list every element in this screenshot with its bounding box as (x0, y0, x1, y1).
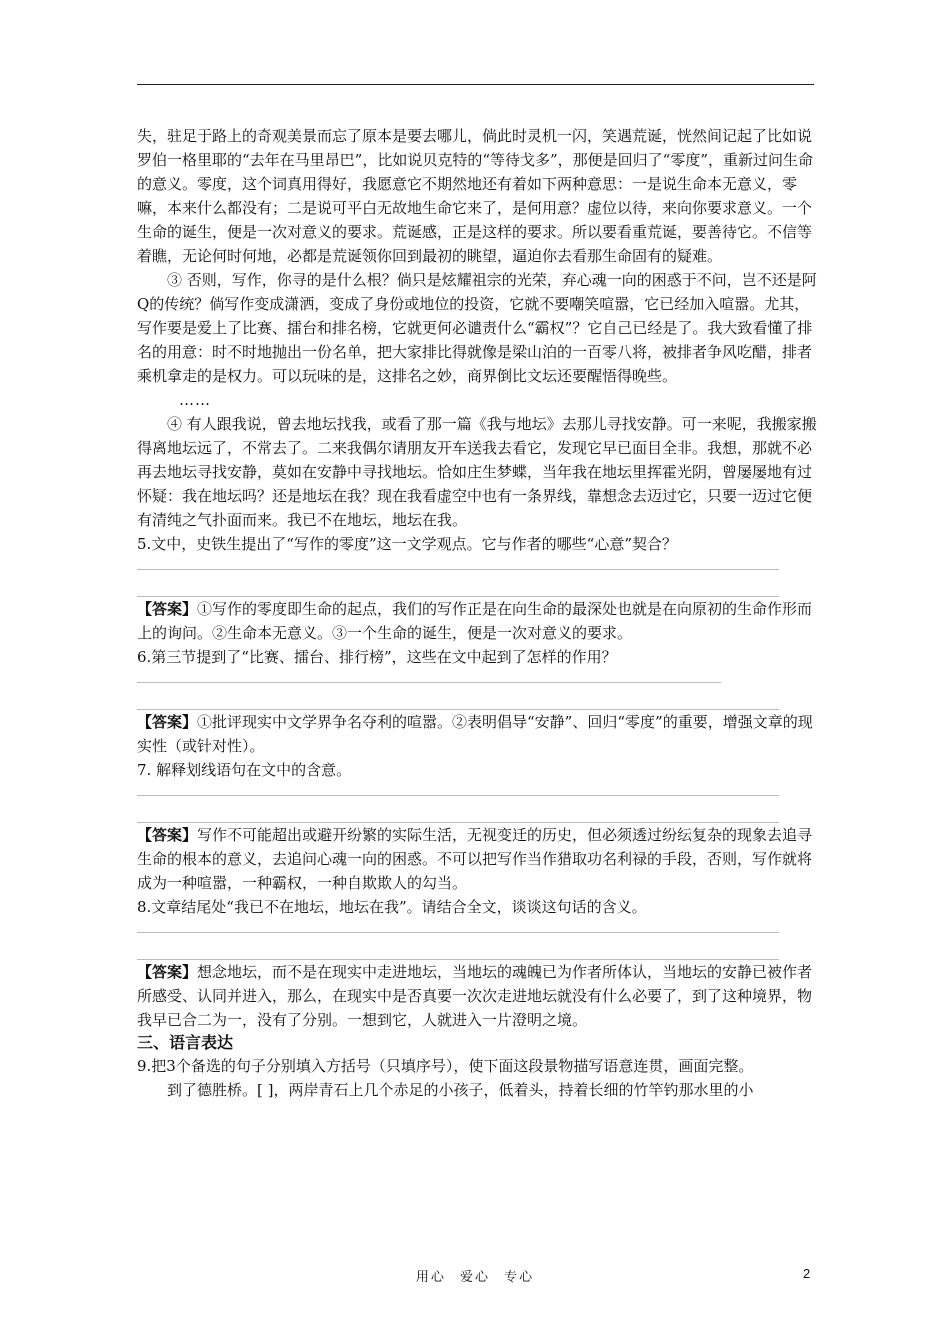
paragraph-3: ③ 否则，写作，你寻的是什么根？倘只是炫耀祖宗的光荣，弃心魂一向的困惑于不问，岂不还是阿Q的传统？倘写作变成潇洒，变成了身份或地位的投资，它就不要嘲笑喧嚣，它已经加入喧嚣。尤其，写作要是爱上了比赛、擂台和排名榜，它就更何必谴责什么“霸权”？它自己已经是了。我大致看懂了排名的用意：时不时地抛出一份名单，把大家排比得就像是梁山泊的一百零八将，被排者争风吃醋，排者乘机拿走的是权力。可以玩味的是，这排名之妙，商界倒比文坛还要醒悟得晚些。 (137, 271, 817, 385)
footer-slogan: 用心 爱心 专心 (415, 1270, 535, 1285)
ellipsis: …… (179, 391, 211, 409)
answer-line (137, 556, 779, 570)
answer-8 (137, 960, 817, 1032)
answer-text: 写作不可能超出或避开纷繁的实际生活，无视变迁的历史，但必须透过纷纭复杂的现象去追寻生命的根本的意义，去追问心魂一向的困惑。不可以把写作当作猎取功名利禄的手段，否则，写作就将成为一种喧嚣，一种霸权，一种自欺欺人的勾当。 (137, 826, 813, 892)
question-5: 5.文中，史铁生提出了“写作的零度”这一文学观点。它与作者的哪些“心意”契合？ (137, 535, 677, 553)
answer-7 (137, 823, 817, 895)
answer-line (137, 809, 779, 823)
question-9: 9.把3个备选的句子分别填入方括号（只填序号），使下面这段景物描写语意连贯，画面完整。 (137, 1057, 754, 1075)
header-rule (137, 84, 814, 85)
answer-line (137, 583, 779, 597)
section-heading: 三、语言表达 (137, 1033, 234, 1052)
answer-text: ①批评现实中文学界争名夺利的喧嚣。②表明倡导“安静”、回归“零度”的重要，增强文章的现实性（或针对性）。 (137, 713, 813, 755)
question-9-passage: 到了德胜桥。[ ]，两岸青石上几个赤足的小孩子，低着头，持着长细的竹竿钓那水里的小 (167, 1081, 754, 1099)
answer-tag: 【答案】 (137, 600, 198, 618)
answer-5 (137, 597, 817, 645)
answer-tag: 【答案】 (137, 713, 198, 731)
paragraph-continued: 失，驻足于路上的奇观美景而忘了原本是要去哪儿，倘此时灵机一闪，笑遇荒诞，恍然间记起了比如说罗伯一格里耶的“去年在马里昂巴”，比如说贝克特的“等待戈多”，那便是回归了“零度”，重新过问生命的意义。零度，这个词真用得好，我愿意它不期然地还有着如下两种意思：一是说生命本无意义，零嘛，本来什么都没有；二是说可平白无故地生命它来了，是何用意？虚位以待，来向你要求意义。一个生命的诞生，便是一次对意义的要求。荒诞感，正是这样的要求。所以要看重荒诞，要善待它。不信等着瞧，无论何时何地，必都是荒诞领你回到最初的眺望，逼迫你去看那生命固有的疑难。 (137, 127, 814, 265)
question-7: 7. 解释划线语句在文中的含意。 (137, 761, 352, 779)
answer-line (137, 782, 779, 796)
page-footer (0, 1266, 950, 1288)
answer-line (137, 669, 721, 683)
answer-line (137, 696, 779, 710)
paragraph-4: ④ 有人跟我说，曾去地坛找我，或看了那一篇《我与地坛》去那儿寻找安静。可一来呢，我搬家搬得离地坛远了，不常去了。二来我偶尔请朋友开车送我去看它，发现它早已面目全非。我想，那就不必再去地坛寻找安静，莫如在安静中寻找地坛。恰如庄生梦蝶，当年我在地坛里挥霍光阴，曾屡屡地有过怀疑：我在地坛吗？还是地坛在我？现在我看虚空中也有一条界线，靠想念去迈过它，只要一迈过它便有清纯之气扑面而来。我已不在地坛，地坛在我。 (137, 415, 817, 529)
answer-text: 想念地坛，而不是在现实中走进地坛，当地坛的魂魄已为作者所体认，当地坛的安静已被作者所感受、认同并进入，那么，在现实中是否真要一次次走进地坛就没有什么必要了，到了这种境界，物我早已合二为一，没有了分别。一想到它，人就进入一片澄明之境。 (137, 963, 813, 1029)
answer-tag: 【答案】 (137, 826, 198, 844)
document-body (137, 124, 817, 1102)
answer-line (137, 946, 779, 960)
answer-line (137, 919, 779, 933)
question-6: 6.第三节提到了“比赛、擂台、排行榜”，这些在文中起到了怎样的作用？ (137, 648, 617, 666)
question-8: 8.文章结尾处“我已不在地坛，地坛在我”。请结合全文，谈谈这句话的含义。 (137, 898, 647, 916)
answer-text: ①写作的零度即生命的起点，我们的写作正是在向生命的最深处也就是在向原初的生命作形而上的询问。②生命本无意义。③一个生命的诞生，便是一次对意义的要求。 (137, 600, 813, 642)
answer-tag: 【答案】 (137, 963, 198, 981)
page-number: 2 (803, 1266, 811, 1281)
answer-6 (137, 710, 817, 758)
